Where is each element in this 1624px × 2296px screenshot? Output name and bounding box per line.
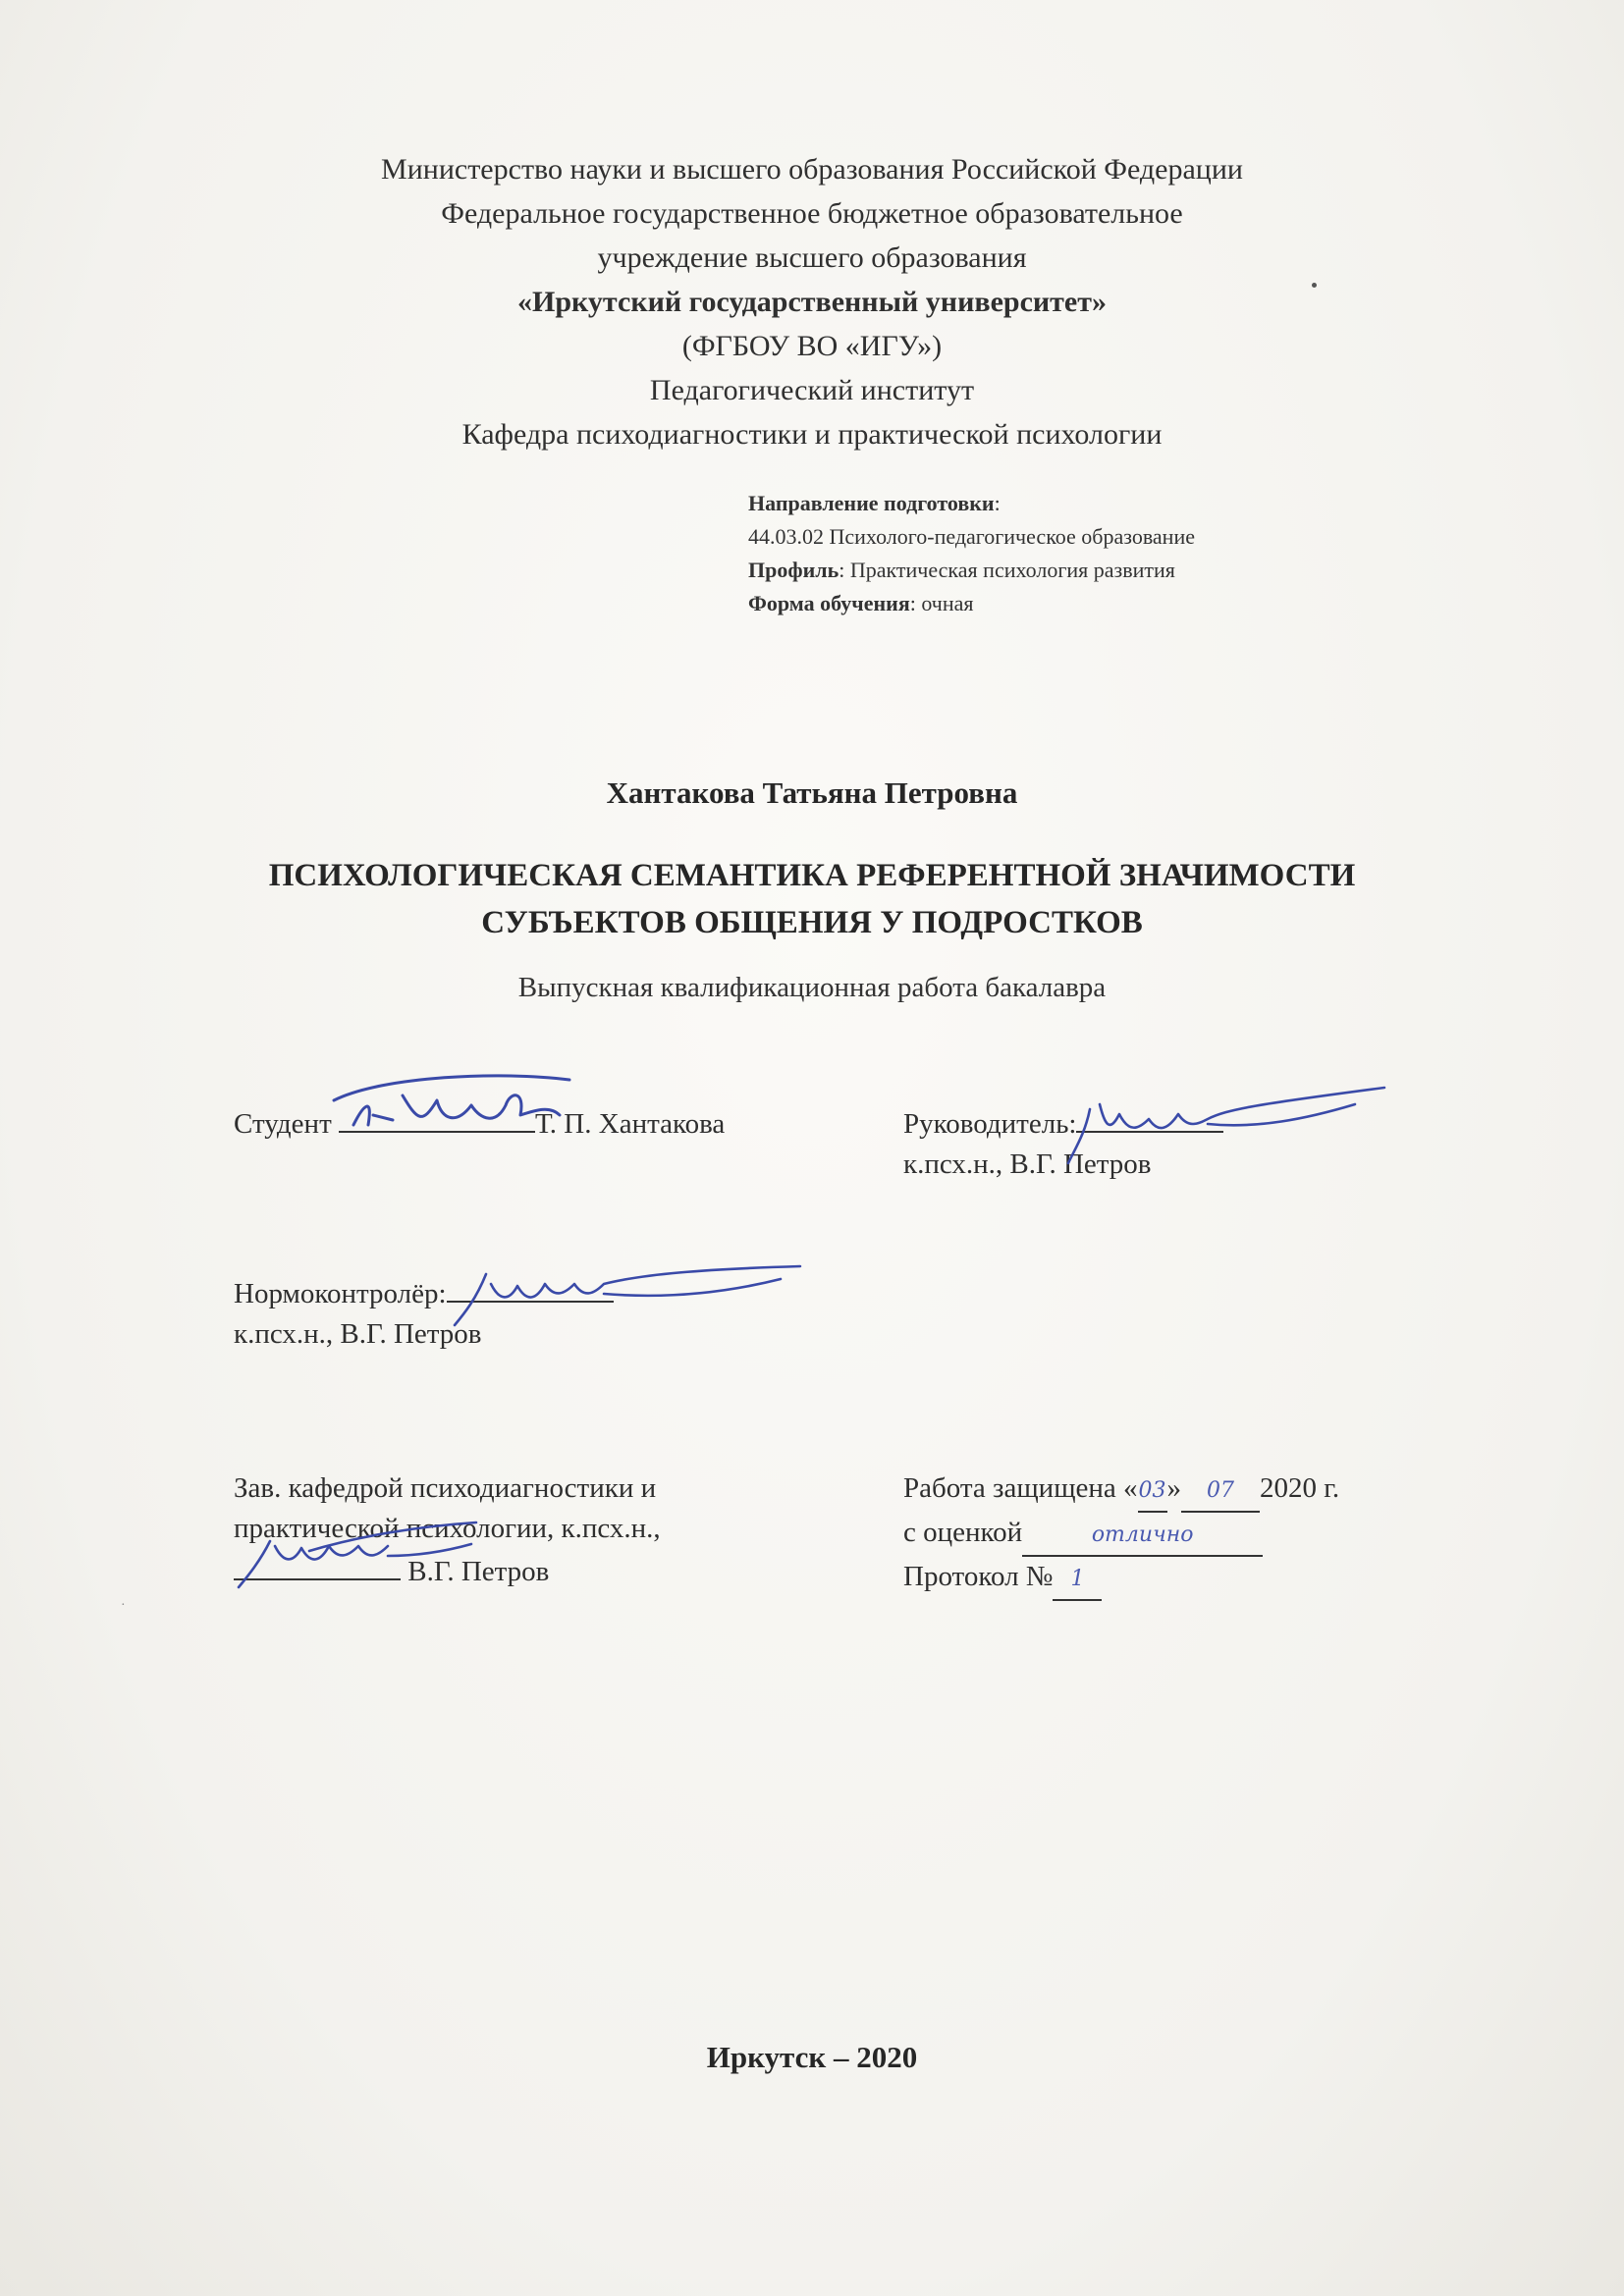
profile-value: : Практическая психология развития xyxy=(839,558,1175,582)
grade-label: с оценкой xyxy=(903,1517,1023,1548)
stray-dot xyxy=(1312,283,1317,288)
defense-prefix: Работа защищена « xyxy=(903,1472,1138,1504)
university-abbrev: (ФГБОУ ВО «ИГУ») xyxy=(681,330,943,362)
institution-header xyxy=(0,147,1624,456)
normcontrol-label: Нормоконтролёр: xyxy=(234,1278,447,1309)
direction-block: Направление подготовки: 44.03.02 Психолого-педагогическое образование Профиль: Практическая психология развития Форма обучения: очная xyxy=(748,491,1195,615)
head-of-dept-line-2: практической психологии, к.псх.н., xyxy=(234,1513,661,1544)
thesis-title-line-1: ПСИХОЛОГИЧЕСКАЯ СЕМАНТИКА РЕФЕРЕНТНОЙ ЗНАЧИМОСТИ xyxy=(268,858,1356,893)
defense-year: 2020 г. xyxy=(1260,1472,1340,1504)
head-of-dept-signature xyxy=(221,1517,496,1595)
department-name: Кафедра психодиагностики и практической психологии xyxy=(461,418,1163,451)
head-of-dept-name: В.Г. Петров xyxy=(407,1556,550,1587)
direction-code: 44.03.02 Психолого-педагогическое образование xyxy=(748,524,1195,549)
institution-type-line-2: учреждение высшего образования xyxy=(597,241,1027,274)
protocol-label: Протокол № xyxy=(903,1561,1054,1592)
form-label: Форма обучения xyxy=(748,591,910,615)
scan-speck: · xyxy=(121,1598,126,1613)
supervisor-name: к.псх.н., В.Г. Петров xyxy=(903,1148,1152,1180)
form-value: : очная xyxy=(909,591,974,615)
protocol-number: 1 xyxy=(1053,1559,1102,1601)
grade-value: отлично xyxy=(1022,1515,1263,1557)
defense-month: 07 xyxy=(1181,1470,1260,1513)
defense-block xyxy=(903,1468,1339,1601)
author-name: Хантакова Татьяна Петровна xyxy=(606,775,1018,810)
normcontrol-signature xyxy=(447,1255,820,1333)
student-label: Студент xyxy=(234,1108,332,1140)
institute-name: Педагогический институт xyxy=(649,374,975,406)
direction-label: Направление подготовки xyxy=(748,491,995,515)
supervisor-label: Руководитель: xyxy=(903,1108,1077,1140)
defense-day: 03 xyxy=(1138,1470,1167,1513)
thesis-title-line-2: СУБЪЕКТОВ ОБЩЕНИЯ У ПОДРОСТКОВ xyxy=(481,905,1143,940)
normcontrol-name: к.псх.н., В.Г. Петров xyxy=(234,1318,482,1350)
defense-mid: » xyxy=(1166,1472,1182,1504)
work-type: Выпускная квалификационная работа бакалавра xyxy=(517,972,1107,1003)
university-name: «Иркутский государственный университет» xyxy=(517,286,1107,318)
student-signature xyxy=(324,1066,619,1145)
institution-type-line: Федеральное государственное бюджетное образовательное xyxy=(441,197,1183,230)
city-year: Иркутск – 2020 xyxy=(706,2040,918,2074)
head-of-dept-line-1: Зав. кафедрой психодиагностики и xyxy=(234,1472,657,1504)
ministry-line: Министерство науки и высшего образования Российской Федерации xyxy=(381,153,1243,186)
profile-label: Профиль xyxy=(748,558,839,582)
student-name: Т. П. Хантакова xyxy=(535,1108,726,1140)
thesis-title xyxy=(0,852,1624,946)
supervisor-signature xyxy=(1060,1080,1414,1178)
